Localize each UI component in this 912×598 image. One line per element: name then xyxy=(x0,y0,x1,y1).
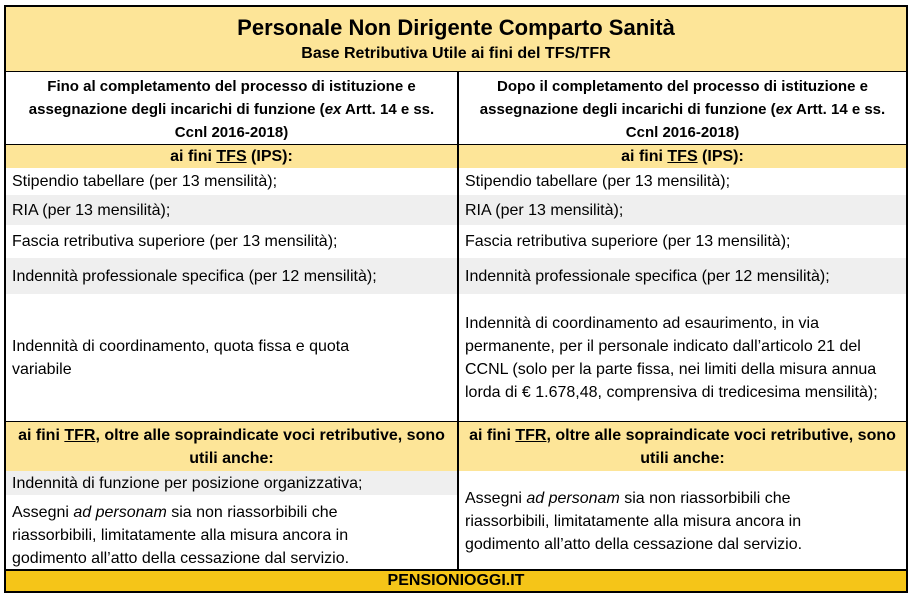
right-tfs-heading: ai fini TFS (IPS): xyxy=(459,145,906,168)
right-column-heading: Dopo il completamento del processo di istituzione e assegnazione degli incarichi di funzione (ex Artt. 14 e ss. Ccnl 2016-2018) xyxy=(459,72,906,145)
left-tfr-heading: ai fini TFR, oltre alle sopraindicate voci retributive, sono utili anche: xyxy=(6,421,457,471)
table-header xyxy=(6,7,906,72)
list-item: Stipendio tabellare (per 13 mensilità); xyxy=(459,168,906,195)
list-item: Indennità di coordinamento ad esaurimento, in via permanente, per il personale indicato dall’articolo 21 del CCNL (solo per la parte fissa, nei limiti della misura annua lorda di € 1.678,48, comprensiva di tredicesima mensilità); xyxy=(459,294,906,421)
list-item: Stipendio tabellare (per 13 mensilità); xyxy=(6,168,457,195)
left-column xyxy=(6,72,457,572)
right-tfr-heading: ai fini TFR, oltre alle sopraindicate voci retributive, sono utili anche: xyxy=(459,421,906,471)
list-item: Assegni ad personam sia non riassorbibili che riassorbibili, limitatamente alla misura ancora in godimento all’atto della cessazione dal servizio. xyxy=(6,495,457,572)
list-item: RIA (per 13 mensilità); xyxy=(6,195,457,225)
page-subtitle: Base Retributiva Utile ai fini del TFS/TFR xyxy=(301,45,611,62)
page-title: Personale Non Dirigente Comparto Sanità xyxy=(237,15,675,40)
list-item: Assegni ad personam sia non riassorbibili che riassorbibili, limitatamente alla misura ancora in godimento all’atto della cessazione dal servizio. xyxy=(459,471,906,572)
right-column xyxy=(457,72,906,572)
left-tfs-heading: ai fini TFS (IPS): xyxy=(6,145,457,168)
list-item: Indennità professionale specifica (per 12 mensilità); xyxy=(459,258,906,294)
left-column-heading: Fino al completamento del processo di istituzione e assegnazione degli incarichi di funzione (ex Artt. 14 e ss. Ccnl 2016-2018) xyxy=(6,72,457,145)
brand-footer: PENSIONIOGGI.IT xyxy=(6,569,906,591)
list-item: Fascia retributiva superiore (per 13 mensilità); xyxy=(459,225,906,258)
list-item: Fascia retributiva superiore (per 13 mensilità); xyxy=(6,225,457,258)
list-item: Indennità di coordinamento, quota fissa e quota variabile xyxy=(6,294,457,421)
document-table xyxy=(4,5,908,593)
list-item: Indennità professionale specifica (per 12 mensilità); xyxy=(6,258,457,294)
list-item: Indennità di funzione per posizione organizzativa; xyxy=(6,471,457,495)
list-item: RIA (per 13 mensilità); xyxy=(459,195,906,225)
